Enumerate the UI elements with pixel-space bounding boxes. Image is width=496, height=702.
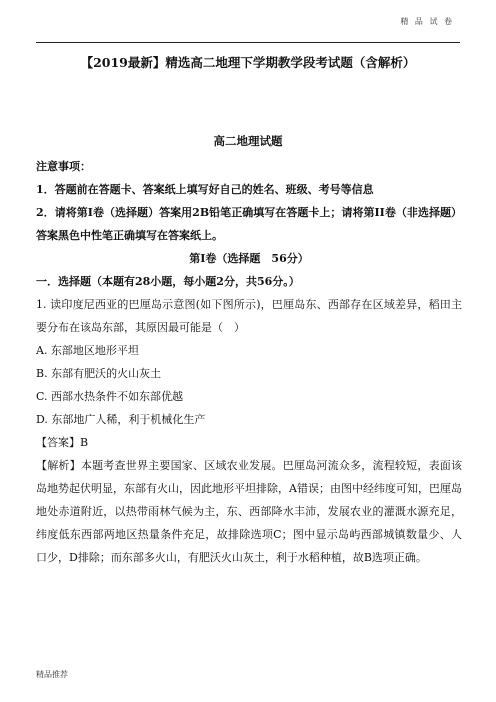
header-divider (36, 42, 460, 43)
answer-line: 【答案】B (36, 436, 89, 449)
exam-subtitle: 高二地理试题 (213, 134, 283, 148)
footer-label: 精品推荐 (36, 670, 68, 679)
note-item-2: 2．请将第Ⅰ卷（选择题）答案用2B铅笔正确填写在答题卡上；请将第II卷（非选择题）答案黑色中性笔正确填写在答案纸上。 (36, 206, 462, 242)
section-title: 第Ⅰ卷（选择题 56分） (189, 252, 309, 265)
document-body (36, 155, 462, 569)
part-title: 一．选择题（本题有28小题，每小题2分，共56分。） (36, 275, 300, 288)
note-item-1: 1．答题前在答题卡、答案纸上填写好自己的姓名、班级、考号等信息 (36, 183, 374, 196)
option-a: A. 东部地区地形平坦 (36, 344, 139, 357)
header-label: 精 品 试 卷 (400, 17, 454, 26)
document-title: 【2019最新】精选高二地理下学期教学段考试题（含解析） (80, 55, 416, 70)
analysis-paragraph: 【解析】本题考查世界主要国家、区域农业发展。巴厘岛河流众多，流程较短，表面该岛地势起伏明显，东部有火山，因此地形平坦排除，A错误；由图中经纬度可知，巴厘岛地处赤道附近，以热带雨林气候为主，东、西部降水丰沛，发展农业的灌溉水源充足，纬度低东西部两地区热量条件充足，故排除选项C；图中显示岛屿西部城镇数量少、人口少，D排除；而东部多火山，有肥沃火山灰土，利于水稻种植，故B选项正确。 (36, 459, 462, 564)
option-c: C. 西部水热条件不如东部优越 (36, 390, 184, 403)
option-b: B. 东部有肥沃的火山灰土 (36, 367, 162, 380)
notes-heading: 注意事项： (36, 160, 91, 173)
option-d: D. 东部地广人稀，利于机械化生产 (36, 413, 206, 426)
question-stem: 1. 读印度尼西亚的巴厘岛示意图(如下图所示)，巴厘岛东、西部存在区域差异，稻田主要分布在该岛东部，其原因最可能是（ ） (36, 298, 462, 334)
